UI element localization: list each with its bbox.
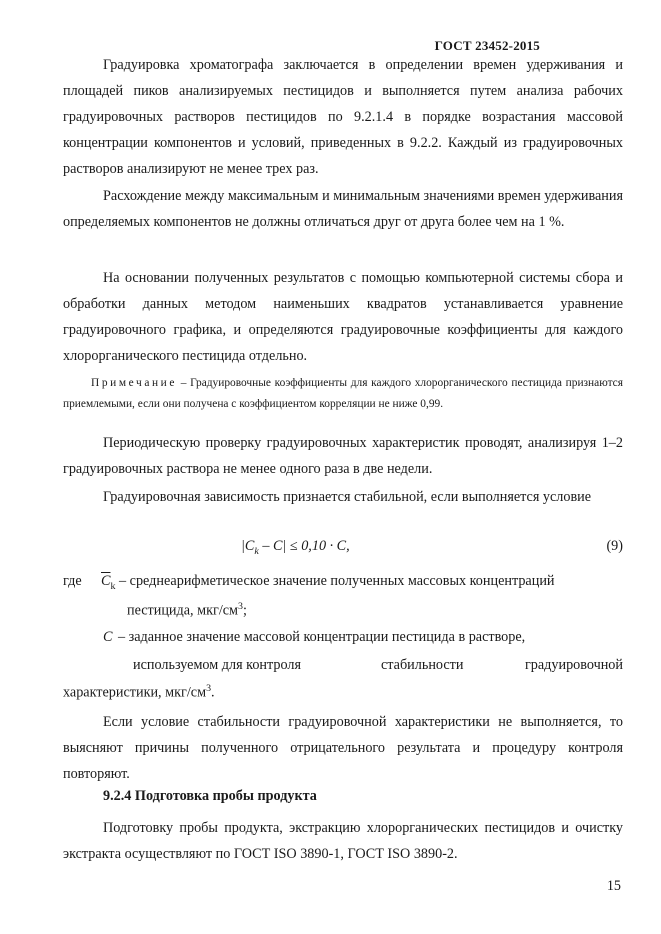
document-header: ГОСТ 23452-2015 bbox=[434, 38, 540, 53]
where-symbol-c: C bbox=[103, 629, 113, 645]
def2-sup: 3 bbox=[206, 683, 212, 694]
paragraph-stability-condition: Градуировочная зависимость признается стабильной, если выполняется условие bbox=[103, 489, 592, 505]
paragraph-calibration-equation: На основании полученных результатов с помощью компьютерной системы сбора и обработки данных методом наименьших квадратов устанавливается уравнение градуировочного графика, и определяются градуировочные коэффициенты для каждого хлорорганического пестицида отдельно. bbox=[63, 270, 623, 364]
paragraph-calibration: Градуировка хроматографа заключается в определении времен удерживания и площадей пиков анализируемых пестицидов и выполняется путем анализа рабочих градуировочных растворов пестицидов по 9.2.1.4 в порядке возрастания массовой концентрации компонентов и условий, приведенных в 9.2.2. Каждый из градуировочных растворов анализируют не менее трех раз. bbox=[63, 57, 623, 177]
def1-sup: 3 bbox=[238, 601, 244, 612]
def1-text: пестицида, мкг/см bbox=[127, 602, 239, 619]
formula-number: (9) bbox=[606, 538, 623, 554]
note-text: Градуировочные коэффициенты для каждого хлорорганического пестицида признаются приемлемыми, если они получена с коэффициентом корреляции не ниже 0,99. bbox=[63, 377, 623, 410]
formula-rhs: – C| ≤ 0,10 · C, bbox=[258, 538, 350, 554]
note-dash: – bbox=[180, 377, 187, 389]
def1-end: ; bbox=[243, 602, 247, 619]
formula-subscript: k bbox=[254, 545, 259, 557]
page-number: 15 bbox=[606, 878, 621, 894]
where-symbol-ck bbox=[101, 573, 115, 592]
symbol-subscript-k: k bbox=[110, 580, 116, 592]
note-label: Примечание bbox=[91, 377, 178, 389]
def2-text: характеристики, мкг/см bbox=[63, 684, 207, 701]
where-def2-line1: – заданное значение массовой концентрации пестицида в растворе, bbox=[118, 629, 526, 645]
where-def2-line2-b: стабильности bbox=[381, 657, 464, 673]
paragraph-sample-preparation: Подготовку пробы продукта, экстракцию хлорорганических пестицидов и очистку экстракта осуществляют по ГОСТ ISO 3890-1, ГОСТ ISO 3890-2. bbox=[63, 820, 623, 862]
where-def2-line2-a: используемом для контроля bbox=[133, 657, 301, 673]
def2-end: . bbox=[211, 684, 215, 701]
paragraph-periodic-check: Периодическую проверку градуировочных характеристик проводят, анализируя 1–2 градуировочных раствора не менее одного раза в две недели. bbox=[63, 435, 623, 477]
note bbox=[63, 373, 623, 415]
paragraph-unstable-case: Если условие стабильности градуировочной характеристики не выполняется, то выясняют причины полученного отрицательного результата и процедуру контроля повторяют. bbox=[63, 714, 623, 782]
where-def1-line1: – среднеарифметическое значение полученных массовых концентраций bbox=[119, 573, 555, 589]
where-def2-line3 bbox=[63, 683, 215, 702]
symbol-c-bar: $\overline{C}$ bbox=[101, 573, 111, 589]
formula bbox=[241, 538, 350, 557]
section-heading: 9.2.4 Подготовка пробы продукта bbox=[103, 788, 317, 804]
where-def2-line2-c: градуировочной bbox=[524, 657, 623, 673]
where-word: где bbox=[63, 573, 82, 589]
formula-line bbox=[63, 538, 623, 564]
formula-lhs: |C bbox=[241, 538, 255, 554]
paragraph-retention-discrepancy: Расхождение между максимальным и минимальным значениями времен удерживания определяемых компонентов не должны отличаться друг от друга более чем на 1 %. bbox=[63, 188, 623, 230]
where-def1-line2 bbox=[127, 601, 247, 620]
